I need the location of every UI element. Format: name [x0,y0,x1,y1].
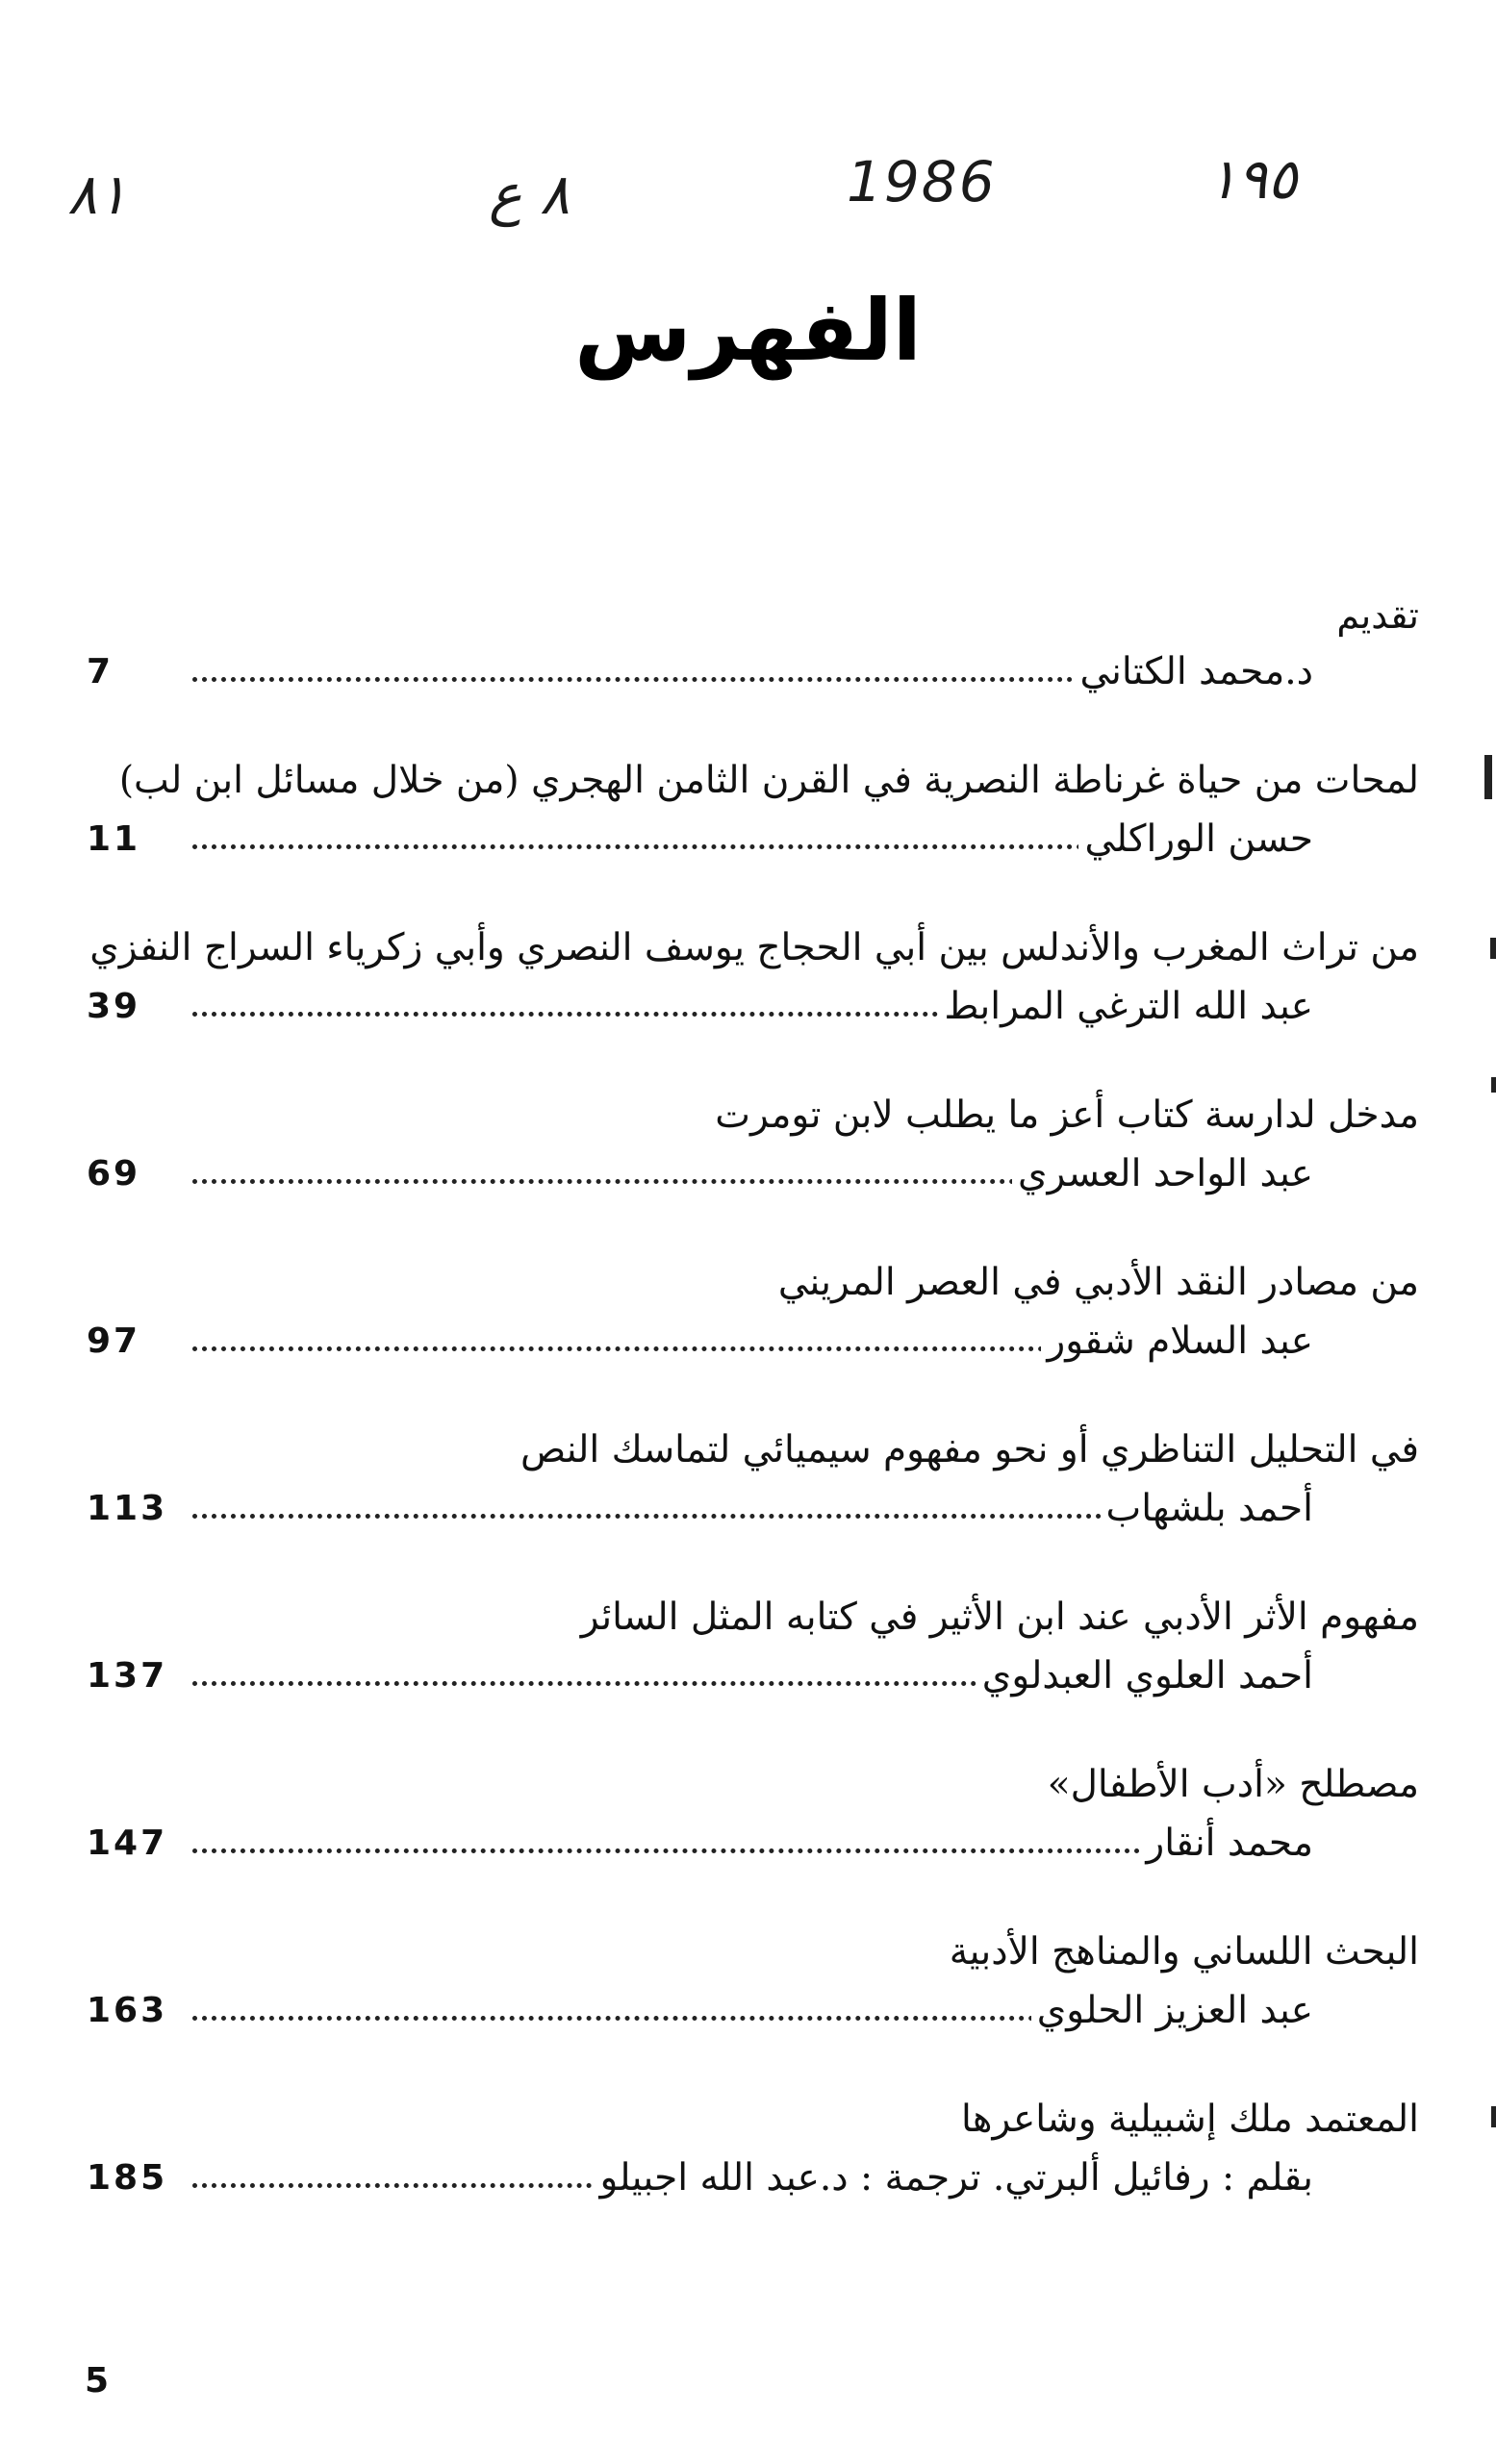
toc-title: مفهوم الأثر الأدبي عند ابن الأثير في كتابه المثل السائر [580,1596,1419,1639]
toc-page-number: 185 [87,2158,168,2198]
toc-line [77,1647,1419,1706]
toc-entry [77,1254,1419,1371]
toc-line [77,1312,1419,1371]
toc-page-number: 147 [87,1823,168,1863]
toc-entry [77,1756,1419,1873]
toc-line [77,1479,1419,1539]
toc-line [77,2149,1419,2208]
handwritten-mark: ٨ ع [489,162,571,227]
toc-page-number: 137 [87,1656,168,1696]
toc-title: البحث اللساني والمناهج الأدبية [949,1930,1419,1974]
toc-line [77,1144,1419,1204]
margin-mark [1490,938,1496,959]
toc-author: أحمد العلوي العبدلوي [976,1647,1313,1706]
handwritten-year: 1986 [847,149,997,214]
toc-title: المعتمد ملك إشبيلية وشاعرها [961,2098,1419,2141]
toc-page-number: 113 [87,1489,168,1528]
toc-entry [77,919,1419,1037]
toc-author: عبد السلام شقور [1041,1312,1313,1371]
toc-author: عبد العزيز الحلوي [1031,1981,1313,2041]
toc-title: لمحات من حياة غرناطة النصرية في القرن الثامن الهجري (من خلال مسائل ابن لب) [118,759,1419,802]
margin-mark [1491,2106,1496,2127]
toc-author: عبد الواحد العسري [1012,1144,1313,1204]
intro-label: تقديم [1336,594,1419,637]
toc-author: أحمد بلشهاب [1101,1479,1314,1539]
toc-page-number: 39 [87,987,141,1026]
toc-title: من تراث المغرب والأندلس بين أبي الحجاج يوسف النصري وأبي زكرياء السراج النفزي [89,926,1419,969]
toc-line [77,810,1419,869]
toc-entry [77,1923,1419,2041]
toc-entry [77,752,1419,869]
toc-page-number: 11 [87,819,141,859]
toc-page-number: 163 [87,1991,168,2030]
margin-mark [1484,755,1492,799]
toc-title: في التحليل التناظري أو نحو مفهوم سيميائي لتماسك النص [520,1428,1419,1471]
toc-line [77,1814,1419,1873]
toc-page-number: 69 [87,1154,141,1194]
margin-mark [1491,1077,1496,1093]
toc-title: مصطلح «أدب الأطفال» [1047,1763,1419,1806]
page-title: الفهرس [574,281,922,380]
toc-intro [77,589,1419,702]
toc-entry [77,1421,1419,1539]
toc-entry [77,2091,1419,2208]
toc-entry [77,1087,1419,1204]
toc-author: محمد أنقار [1140,1814,1313,1873]
toc-title: مدخل لدارسة كتاب أعز ما يطلب لابن تومرت [715,1094,1419,1137]
toc-page-number: 97 [87,1321,141,1361]
handwritten-mark: ١٩٥ [1207,146,1298,212]
toc-entry [77,1589,1419,1706]
toc-title: من مصادر النقد الأدبي في العصر المريني [777,1261,1419,1304]
handwritten-mark: ٨١ [67,162,128,227]
toc-author: حسن الوراكلي [1078,810,1313,869]
toc-line [77,1981,1419,2041]
page-folio-number: 5 [85,2361,110,2401]
toc-page-number: 7 [87,652,114,691]
toc-line [77,642,1419,702]
toc-author: د.محمد الكتاني [1074,642,1313,702]
toc-line [77,977,1419,1037]
toc-author: بقلم : رفائيل ألبرتي. ترجمة : د.عبد الله اجبيلو [595,2149,1313,2208]
toc-author: عبد الله الترغي المرابط [938,977,1313,1037]
table-of-contents [77,589,1419,2258]
